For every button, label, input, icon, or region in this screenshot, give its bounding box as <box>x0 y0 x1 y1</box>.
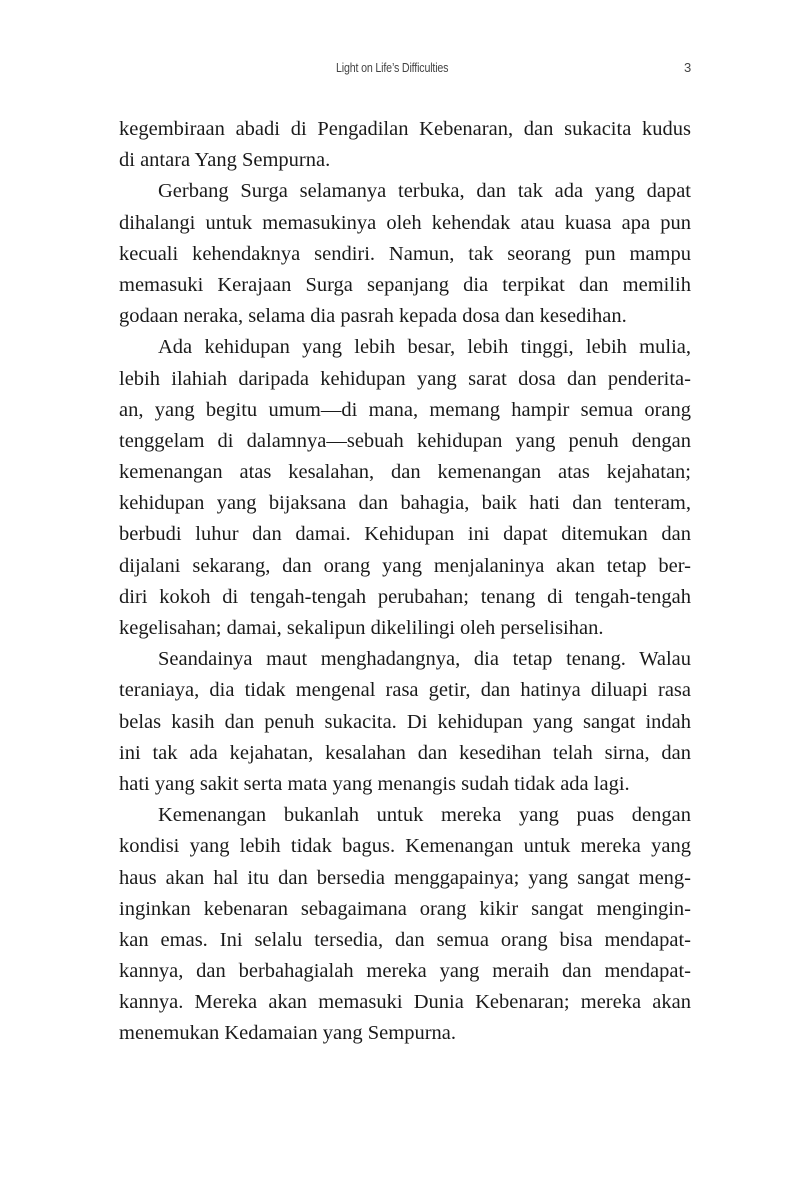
text-line: memasuki Kerajaan Surga sepanjang dia terpikat dan memilih <box>119 273 691 296</box>
text-line: menemukan Kedamaian yang Sempurna. <box>119 1022 456 1045</box>
text-line: ini tak ada kejahatan, kesalahan dan kesedihan telah sirna, dan <box>119 741 691 764</box>
running-title: Light on Life’s Difficulties <box>336 60 449 75</box>
text-line: tenggelam di dalamnya—sebuah kehidupan yang penuh dengan <box>119 429 691 452</box>
paragraph <box>119 114 691 176</box>
text-line: berbudi luhur dan damai. Kehidupan ini dapat ditemukan dan <box>119 523 691 546</box>
text-line: Seandainya maut menghadangnya, dia tetap tenang. Walau <box>158 648 691 671</box>
paragraph <box>119 176 691 332</box>
paragraph <box>119 644 691 800</box>
text-line: Ada kehidupan yang lebih besar, lebih tinggi, lebih mulia, <box>158 336 691 359</box>
paragraph <box>119 332 691 644</box>
body-text <box>119 114 691 1050</box>
text-line: diri kokoh di tengah-tengah perubahan; tenang di tengah-tengah <box>119 585 691 608</box>
text-line: kemenangan atas kesalahan, dan kemenangan atas kejahatan; <box>119 461 691 484</box>
text-line: hati yang sakit serta mata yang menangis sudah tidak ada lagi. <box>119 772 630 795</box>
text-line: lebih ilahiah daripada kehidupan yang sarat dosa dan penderita- <box>119 367 691 390</box>
text-line: kecuali kehendaknya sendiri. Namun, tak seorang pun mampu <box>119 242 691 265</box>
text-line: belas kasih dan penuh sukacita. Di kehidupan yang sangat indah <box>119 710 691 733</box>
text-line: kegelisahan; damai, sekalipun dikelilingi oleh perselisihan. <box>119 617 604 639</box>
text-line: an, yang begitu umum—di mana, memang hampir semua orang <box>119 398 691 421</box>
text-line: dijalani sekarang, dan orang yang menjalaninya akan tetap ber- <box>119 554 691 577</box>
text-line: Kemenangan bukanlah untuk mereka yang puas dengan <box>158 804 691 827</box>
text-line: godaan neraka, selama dia pasrah kepada dosa dan kesedihan. <box>119 305 627 328</box>
running-header <box>0 58 797 78</box>
text-line: teraniaya, dia tidak mengenal rasa getir, dan hatinya diluapi rasa <box>119 679 691 702</box>
text-line: kannya, dan berbahagialah mereka yang meraih dan mendapat- <box>119 960 691 983</box>
text-line: kehidupan yang bijaksana dan bahagia, baik hati dan tenteram, <box>119 492 691 515</box>
text-line: di antara Yang Sempurna. <box>119 149 331 172</box>
text-line: kan emas. Ini selalu tersedia, dan semua orang bisa mendapat- <box>119 928 691 951</box>
text-line: haus akan hal itu dan bersedia menggapainya; yang sangat meng- <box>119 866 691 889</box>
paragraph <box>119 800 691 1050</box>
text-line: kegembiraan abadi di Pengadilan Kebenaran, dan sukacita kudus <box>119 118 691 140</box>
text-line: kannya. Mereka akan memasuki Dunia Kebenaran; mereka akan <box>119 991 691 1014</box>
text-line: dihalangi untuk memasukinya oleh kehendak atau kuasa apa pun <box>119 211 691 234</box>
text-line: kondisi yang lebih tidak bagus. Kemenangan untuk mereka yang <box>119 835 691 858</box>
text-line: inginkan kebenaran sebagaimana orang kikir sangat mengingin- <box>119 897 691 920</box>
text-line: Gerbang Surga selamanya terbuka, dan tak ada yang dapat <box>158 180 691 203</box>
page-number: 3 <box>684 60 692 75</box>
